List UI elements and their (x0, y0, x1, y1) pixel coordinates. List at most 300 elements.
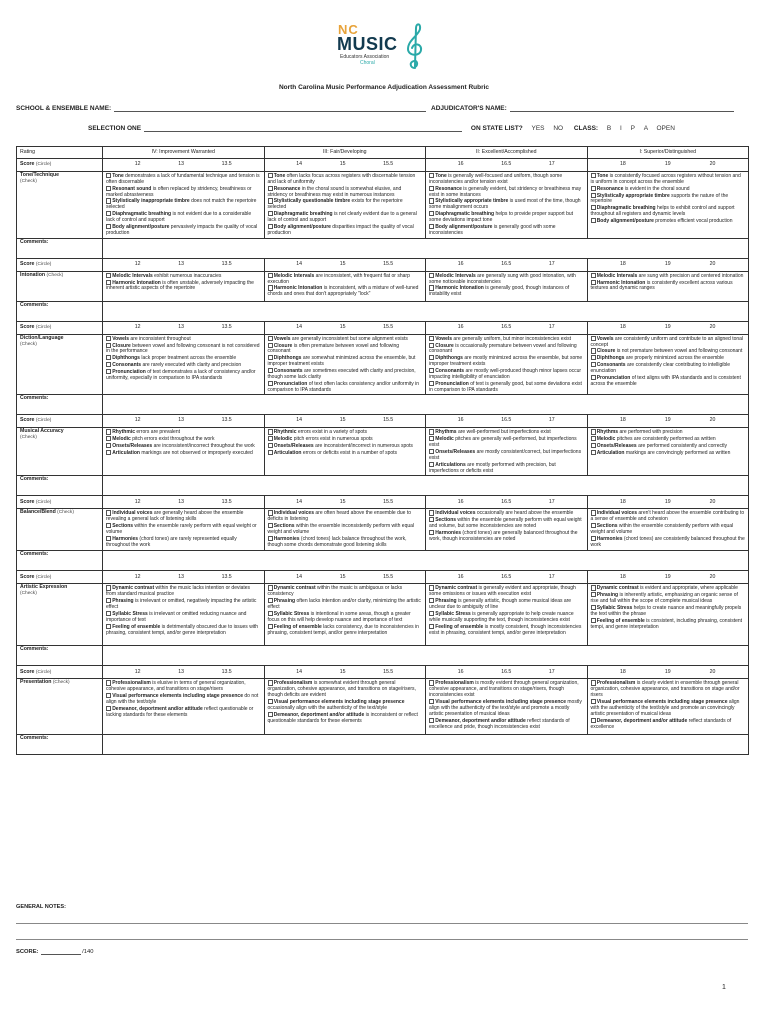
score-option[interactable]: 16.5 (501, 573, 512, 580)
checkbox[interactable] (591, 699, 596, 704)
checkbox[interactable] (591, 355, 596, 360)
score-option[interactable]: 14 (296, 668, 303, 675)
criterion-text: is generally artistic, though some musical ideas are unclear due to ambiguity of line (429, 598, 572, 611)
score-cell (426, 496, 588, 509)
checkbox[interactable] (268, 355, 273, 360)
adjudicator-label: ADJUDICATOR'S NAME: (431, 105, 507, 112)
score-option[interactable]: 13.5 (221, 668, 232, 675)
checkbox[interactable] (268, 186, 273, 191)
criterion-item (429, 355, 584, 368)
score-option[interactable]: 16 (457, 323, 464, 330)
checkbox[interactable] (429, 355, 434, 360)
score-option[interactable]: 15.5 (383, 668, 394, 675)
criterion-text: of text is generally good, but some deviations exist in comparison to IPA standards (429, 380, 582, 393)
class-label: CLASS: (573, 125, 599, 132)
score-cell (426, 415, 588, 428)
score-cell (264, 666, 426, 679)
checkbox[interactable] (106, 355, 111, 360)
checkbox[interactable] (106, 280, 111, 285)
notes-line[interactable] (16, 923, 748, 924)
score-option[interactable]: 17 (548, 161, 555, 168)
criterion-term: Individual voices (596, 510, 637, 517)
score-option[interactable]: 12 (134, 323, 141, 330)
checkbox[interactable] (268, 712, 273, 717)
score-option[interactable]: 13 (178, 161, 184, 168)
score-option[interactable]: 16 (457, 573, 464, 580)
checkbox[interactable] (268, 598, 273, 603)
score-option[interactable]: 15.5 (383, 573, 394, 580)
score-option[interactable]: 20 (709, 417, 716, 424)
checkbox[interactable] (106, 369, 111, 374)
criterion-item (106, 280, 261, 293)
criterion-term: Dynamic contrast (273, 585, 316, 592)
comments-field[interactable] (103, 551, 749, 571)
checkbox[interactable] (268, 523, 273, 528)
criterion-term: Tone (435, 172, 447, 179)
criterion-text: is not premature between vowel and following consonant (615, 348, 743, 355)
criterion-text: (chord tones) lack balance throughout the work, though some chords demonstrate good listening skills (267, 535, 407, 548)
score-option[interactable]: 18 (620, 668, 626, 675)
criterion-term: Demeanor, deportment and/or attitude (596, 717, 688, 724)
checkbox[interactable] (106, 693, 111, 698)
checkbox[interactable] (429, 585, 434, 590)
criterion-term: Syllabic Stress (596, 604, 633, 611)
checkbox[interactable] (591, 375, 596, 380)
criterion-term: Dynamic contrast (112, 585, 155, 592)
total-score-label: SCORE: (16, 949, 39, 955)
score-option[interactable]: 17 (548, 323, 555, 330)
checkbox[interactable] (268, 224, 273, 229)
criterion-term: Syllabic Stress (273, 610, 310, 617)
score-option[interactable]: 17 (548, 668, 555, 675)
comments-label: Comments: (17, 395, 103, 415)
checkbox[interactable] (106, 429, 111, 434)
class-option-a[interactable]: A (643, 125, 648, 132)
criterion-text: are inconsistent/incorrect in numerous spots (313, 443, 413, 450)
score-option[interactable]: 19 (664, 498, 671, 505)
score-options (591, 325, 746, 331)
score-option[interactable]: 14 (296, 260, 303, 267)
score-option[interactable]: 16.5 (501, 161, 512, 168)
checkbox[interactable] (268, 198, 273, 203)
checkbox[interactable] (591, 186, 596, 191)
criterion-text: is generally appropriate to help create nuance while musically supporting the text, though inconsistencies exist (429, 610, 574, 623)
checkbox[interactable] (429, 368, 434, 373)
score-cell (426, 159, 588, 172)
score-option[interactable]: 20 (709, 161, 716, 168)
criterion-term: Resonance (596, 185, 624, 192)
adjudicator-field[interactable] (510, 104, 734, 112)
score-option[interactable]: 15.5 (383, 161, 394, 168)
criterion-item (106, 706, 261, 719)
score-option[interactable]: 13 (178, 417, 184, 424)
score-cell (587, 496, 749, 509)
checkbox[interactable] (591, 605, 596, 610)
criterion-item (429, 224, 584, 237)
checkbox[interactable] (268, 285, 273, 290)
checkbox[interactable] (268, 624, 273, 629)
general-notes-label: GENERAL NOTES: (16, 904, 66, 910)
comments-field[interactable] (103, 238, 749, 258)
criterion-term: Onsets/Releases (435, 448, 476, 455)
selection-field[interactable] (144, 124, 462, 132)
score-cell (264, 415, 426, 428)
checkbox[interactable] (429, 510, 434, 515)
score-option[interactable]: 17 (548, 260, 555, 267)
checkbox[interactable] (268, 336, 273, 341)
criterion-text: errors exist in a variety of spots (296, 429, 368, 436)
checkbox[interactable] (106, 680, 111, 685)
checkbox[interactable] (106, 611, 111, 616)
comments-label: Comments: (17, 735, 103, 755)
checkbox[interactable] (106, 198, 111, 203)
checkbox[interactable] (429, 624, 434, 629)
checkbox[interactable] (429, 285, 434, 290)
score-option[interactable]: 14 (296, 498, 303, 505)
criterion-item (268, 343, 423, 356)
checkbox[interactable] (106, 273, 111, 278)
checkbox[interactable] (268, 585, 273, 590)
criterion-item (268, 523, 423, 536)
checkbox[interactable] (106, 436, 111, 441)
checkbox[interactable] (106, 598, 111, 603)
criterion-term: Harmonic Intonation (112, 279, 161, 286)
checkbox[interactable] (429, 680, 434, 685)
checkbox[interactable] (268, 536, 273, 541)
criterion-text: is consistently excellent across various textures and dynamic ranges (590, 279, 733, 292)
checkbox[interactable] (106, 510, 111, 515)
score-option[interactable]: 12 (134, 573, 141, 580)
criterion-term: Body alignment/posture (112, 223, 170, 230)
criterion-item (429, 517, 584, 530)
checkbox[interactable] (429, 343, 434, 348)
criterion-term: Pronunciation (112, 368, 146, 375)
criterion-item (591, 523, 746, 536)
score-options (429, 500, 584, 506)
score-option[interactable]: 16 (457, 417, 464, 424)
score-option[interactable]: 15 (339, 323, 346, 330)
checkbox[interactable] (429, 224, 434, 229)
checkbox[interactable] (106, 706, 111, 711)
score-option[interactable]: 18 (620, 323, 626, 330)
score-option[interactable]: 15 (339, 498, 346, 505)
comments-field[interactable] (103, 395, 749, 415)
check-note: (Check) (52, 680, 70, 686)
score-option[interactable]: 13.5 (221, 260, 232, 267)
comments-label: Comments: (17, 476, 103, 496)
checkbox[interactable] (268, 699, 273, 704)
comments-field[interactable] (103, 646, 749, 666)
check-note: (Check) (46, 272, 64, 278)
checkbox[interactable] (268, 510, 273, 515)
checkbox[interactable] (268, 443, 273, 448)
check-note: (Check) (20, 178, 37, 184)
checkbox[interactable] (591, 443, 596, 448)
score-option[interactable]: 13.5 (221, 573, 232, 580)
score-label-cell (17, 571, 103, 584)
checkbox[interactable] (591, 173, 596, 178)
criterion-text: is often premature between vowel and following consonant (267, 342, 400, 355)
checkbox[interactable] (429, 273, 434, 278)
checkbox[interactable] (591, 336, 596, 341)
checkbox[interactable] (106, 536, 111, 541)
checkbox[interactable] (268, 211, 273, 216)
class-option-open[interactable]: OPEN (656, 125, 675, 132)
score-option[interactable]: 13.5 (221, 498, 232, 505)
criterion-term: Feeling of ensemble (112, 623, 161, 630)
criterion-term: Onsets/Releases (112, 443, 153, 450)
criterion-item (429, 598, 584, 611)
checkbox[interactable] (106, 336, 111, 341)
class-option-i[interactable]: I (620, 125, 622, 132)
class-option-p[interactable]: P (630, 125, 635, 132)
score-option[interactable]: 16 (457, 260, 464, 267)
score-option[interactable]: 18 (620, 498, 626, 505)
checkbox[interactable] (106, 624, 111, 629)
criterion-text: is generally evident, but stridency or breathiness may exist in some instances (429, 185, 582, 198)
score-cell (103, 666, 265, 679)
score-label: Score (20, 323, 35, 330)
score-option[interactable]: 16.5 (501, 417, 512, 424)
checkbox[interactable] (429, 611, 434, 616)
checkbox[interactable] (591, 218, 596, 223)
score-note: (Circle) (35, 324, 52, 330)
score-option[interactable]: 12 (134, 260, 141, 267)
checkbox[interactable] (591, 592, 596, 597)
checkbox[interactable] (106, 224, 111, 229)
criteria-cell (587, 679, 749, 735)
category-name: Diction/Language (20, 334, 64, 341)
checkbox[interactable] (429, 336, 434, 341)
score-option[interactable]: 18 (620, 573, 626, 580)
score-option[interactable]: 19 (664, 260, 671, 267)
score-option[interactable]: 17 (548, 417, 555, 424)
score-option[interactable]: 13 (178, 498, 184, 505)
score-option[interactable]: 16.5 (501, 498, 512, 505)
criterion-term: Harmonies (273, 535, 300, 542)
score-option[interactable]: 14 (296, 417, 303, 424)
checkbox[interactable] (106, 362, 111, 367)
score-option[interactable]: 18 (620, 260, 626, 267)
school-ensemble-field[interactable] (114, 104, 426, 112)
score-option[interactable]: 13.5 (221, 323, 232, 330)
score-option[interactable]: 14 (296, 573, 303, 580)
class-option-b[interactable]: B (606, 125, 612, 132)
score-option[interactable]: 15.5 (383, 323, 394, 330)
score-option[interactable]: 20 (709, 668, 716, 675)
category-name: Tone/Technique (20, 172, 60, 178)
checkbox[interactable] (429, 211, 434, 216)
checkbox[interactable] (591, 436, 596, 441)
score-option[interactable]: 20 (709, 323, 716, 330)
score-option[interactable]: 19 (664, 668, 671, 675)
score-option[interactable]: 15.5 (383, 417, 394, 424)
checkbox[interactable] (268, 381, 273, 386)
score-option[interactable]: 12 (134, 668, 141, 675)
checkbox[interactable] (268, 611, 273, 616)
score-option[interactable]: 13 (178, 260, 184, 267)
score-option[interactable]: 15 (339, 161, 346, 168)
comments-field[interactable] (103, 301, 749, 321)
score-row (17, 496, 749, 509)
checkbox[interactable] (429, 429, 434, 434)
checkbox[interactable] (268, 450, 273, 455)
checkbox[interactable] (591, 680, 596, 685)
criterion-term: Demeanor, deportment and/or attitude (273, 711, 365, 718)
score-cell (103, 321, 265, 334)
score-option[interactable]: 12 (134, 498, 141, 505)
score-option[interactable]: 20 (709, 260, 716, 267)
checkbox[interactable] (591, 348, 596, 353)
score-option[interactable]: 16.5 (501, 668, 512, 675)
checkbox[interactable] (591, 362, 596, 367)
total-score-suffix: /140 (82, 949, 94, 955)
checkbox[interactable] (591, 523, 596, 528)
checkbox[interactable] (429, 198, 434, 203)
checkbox[interactable] (591, 205, 596, 210)
score-option[interactable]: 13 (178, 573, 184, 580)
checkbox[interactable] (591, 585, 596, 590)
score-option[interactable]: 18 (620, 417, 626, 424)
checkbox[interactable] (429, 598, 434, 603)
criterion-text: (chord tones) are consistently balanced throughout the work (590, 535, 745, 548)
notes-line[interactable] (16, 939, 748, 940)
criterion-text: is consistently focused across registers without tension and is uniform in concept across the ensemble (590, 172, 741, 185)
comments-field[interactable] (103, 476, 749, 496)
checkbox[interactable] (429, 449, 434, 454)
score-option[interactable]: 20 (709, 573, 716, 580)
checkbox[interactable] (268, 173, 273, 178)
checkbox[interactable] (429, 530, 434, 535)
checkbox[interactable] (429, 381, 434, 386)
criterion-term: Professionalism (112, 680, 151, 687)
score-option[interactable]: 12 (134, 417, 141, 424)
checkbox[interactable] (591, 429, 596, 434)
criterion-item (268, 211, 423, 224)
checkbox[interactable] (591, 618, 596, 623)
score-option[interactable]: 15 (339, 260, 346, 267)
score-option[interactable]: 16.5 (501, 323, 512, 330)
score-option[interactable]: 16.5 (501, 260, 512, 267)
yes-option[interactable]: YES (531, 125, 545, 132)
criterion-term: Articulation (112, 449, 140, 456)
checkbox[interactable] (268, 680, 273, 685)
score-option[interactable]: 12 (134, 161, 141, 168)
checkbox[interactable] (429, 718, 434, 723)
score-option[interactable]: 17 (548, 498, 555, 505)
score-option[interactable]: 13 (178, 323, 184, 330)
checkbox[interactable] (429, 186, 434, 191)
criteria-cell (426, 172, 588, 239)
checkbox[interactable] (591, 193, 596, 198)
score-option[interactable]: 16 (457, 668, 464, 675)
criterion-item (591, 336, 746, 349)
score-option[interactable]: 18 (620, 161, 626, 168)
score-option[interactable]: 13 (178, 668, 184, 675)
score-cell (103, 159, 265, 172)
checkbox[interactable] (429, 517, 434, 522)
checkbox[interactable] (106, 186, 111, 191)
checkbox[interactable] (591, 718, 596, 723)
score-option[interactable]: 15 (339, 417, 346, 424)
criterion-term: Vowels (112, 335, 130, 342)
criteria-cell (103, 584, 265, 646)
checkbox[interactable] (429, 699, 434, 704)
criterion-item (429, 585, 584, 598)
score-option[interactable]: 19 (664, 573, 671, 580)
checkbox[interactable] (429, 462, 434, 467)
criterion-item (106, 680, 261, 693)
score-options (106, 325, 261, 331)
no-option[interactable]: NO (553, 125, 564, 132)
score-option[interactable]: 20 (709, 498, 716, 505)
criterion-term: Phrasing (596, 592, 619, 599)
checkbox[interactable] (429, 436, 434, 441)
total-score-field[interactable] (41, 947, 81, 955)
total-score (16, 947, 93, 955)
checkbox[interactable] (591, 510, 596, 515)
score-option[interactable]: 13.5 (221, 417, 232, 424)
score-option[interactable]: 15 (339, 573, 346, 580)
score-label: Score (20, 668, 35, 675)
score-option[interactable]: 19 (664, 323, 671, 330)
checkbox[interactable] (106, 450, 111, 455)
checkbox[interactable] (106, 523, 111, 528)
score-label-cell (17, 415, 103, 428)
score-option[interactable]: 14 (296, 161, 303, 168)
score-option[interactable]: 19 (664, 161, 671, 168)
checkbox[interactable] (591, 536, 596, 541)
checkbox[interactable] (106, 343, 111, 348)
state-list-label: ON STATE LIST? (470, 125, 523, 132)
checkbox[interactable] (591, 273, 596, 278)
document-title: North Carolina Music Performance Adjudication Assessment Rubric (278, 84, 490, 91)
score-option[interactable]: 15.5 (383, 260, 394, 267)
comments-field[interactable] (103, 735, 749, 755)
score-option[interactable]: 19 (664, 417, 671, 424)
criterion-text: within the music is ambiguous or lacks consistency (267, 585, 403, 598)
score-option[interactable]: 17 (548, 573, 555, 580)
score-option[interactable]: 16 (457, 161, 464, 168)
checkbox[interactable] (591, 450, 596, 455)
checkbox[interactable] (268, 343, 273, 348)
criterion-text: are sometimes executed with clarity and precision, though some lack clarity (267, 367, 416, 380)
checkbox[interactable] (106, 443, 111, 448)
score-option[interactable]: 15 (339, 668, 346, 675)
checkbox[interactable] (268, 273, 273, 278)
score-option[interactable]: 16 (457, 498, 464, 505)
score-label-cell (17, 159, 103, 172)
score-option[interactable]: 15.5 (383, 498, 394, 505)
checkbox[interactable] (268, 429, 273, 434)
checkbox[interactable] (591, 280, 596, 285)
checkbox[interactable] (106, 585, 111, 590)
score-row (17, 321, 749, 334)
checkbox[interactable] (268, 368, 273, 373)
checkbox[interactable] (106, 211, 111, 216)
criterion-term: Sections (435, 517, 457, 524)
criterion-term: Body alignment/posture (435, 223, 493, 230)
criteria-row (17, 271, 749, 301)
criterion-term: Professionalism (596, 680, 636, 687)
checkbox[interactable] (268, 436, 273, 441)
checkbox[interactable] (106, 173, 111, 178)
score-option[interactable]: 14 (296, 323, 303, 330)
score-option[interactable]: 13.5 (221, 161, 232, 168)
category-cell (17, 509, 103, 551)
checkbox[interactable] (429, 173, 434, 178)
score-row (17, 159, 749, 172)
